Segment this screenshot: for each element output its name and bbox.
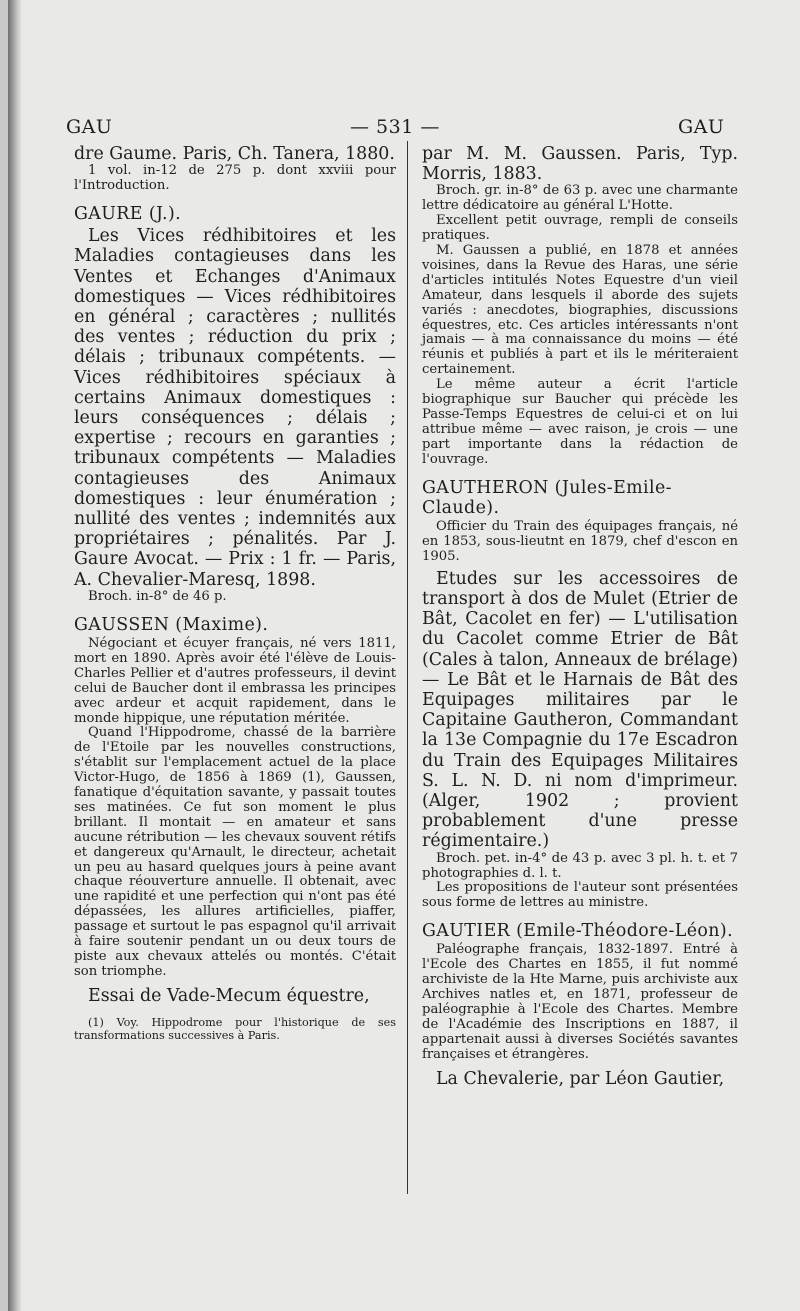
continued-title: dre Gaume. Paris, Ch. Tanera, 1880. bbox=[74, 144, 395, 164]
continued-note-1: Excellent petit ouvrage, rempli de conseils pratiques. bbox=[422, 213, 738, 244]
continued-description-right: Broch. gr. in-8° de 63 p. avec une charmante lettre dédicatoire au général L'Hotte. bbox=[422, 183, 738, 214]
continued-note-2: M. Gaussen a publié, en 1878 et années voisines, dans la Revue des Haras, une série d'articles intitulés Notes Equestre d'un vieil Amateur, dans lesquels il aborde des sujets variés : anecdotes, biographies, discussions équestres, etc. Ces articles intéressants n'ont jamais — à ma connaissance du moins — été réunis et publiés à part et ils le mériteraient certainement. bbox=[422, 243, 738, 378]
entry-heading-gaussen: GAUSSEN (Maxime). bbox=[74, 614, 269, 635]
continued-title-right: par M. M. Gaussen. Paris, Typ. Morris, 1883. bbox=[422, 144, 738, 185]
book-page bbox=[8, 0, 800, 1311]
running-head-left: GAU bbox=[66, 116, 113, 138]
footnote: (1) Voy. Hippodrome pour l'historique de ses transformations successives à Paris. bbox=[74, 1016, 396, 1043]
entry-bio-gautier: Paléographe français, 1832-1897. Entré à l'Ecole des Chartes en 1855, il fut nommé archiviste de la Hte Marne, puis archiviste aux Archives natles et, en 1871, professeur de paléographie à l'Ecole des Chartes. Membre de l'Académie des Inscriptions en 1887, il appartenait aussi à diverses Sociétés savantes françaises et étrangères. bbox=[422, 942, 738, 1062]
entry-heading-gautheron: GAUTHERON (Jules-Emile-Claude). bbox=[422, 477, 672, 518]
column-divider bbox=[407, 141, 408, 1194]
entry-bio-gautheron: Officier du Train des équipages français, né en 1853, sous-lieutnt en 1879, chef d'escon en 1905. bbox=[422, 519, 738, 564]
left-column bbox=[74, 144, 396, 1053]
page-gutter-shadow bbox=[8, 0, 22, 1311]
page-number: — 531 — bbox=[350, 116, 440, 138]
entry-heading-gautier: GAUTIER (Emile-Théodore-Léon). bbox=[422, 921, 734, 942]
entry-note-gautheron: Les propositions de l'auteur sont présentées sous forme de lettres au ministre. bbox=[422, 880, 738, 911]
entry-bio-gaussen-cont: Quand l'Hippodrome, chassé de la barrière de l'Etoile par les nouvelles constructions, s'établit sur l'emplacement actuel de la place Victor-Hugo, de 1856 à 1869 (1), Gaussen, fanatique d'équitation savante, y passait toutes ses matinées. Ce fut son moment le plus brillant. Il montait — en amateur et sans aucune rétribution — les chevaux souvent rétifs et dangereux qu'Arnault, le directeur, achetait un peu au hasard quelques jours à peine avant chaque réouverture annuelle. Il obtenait, avec une rapidité et une perfection qui n'ont pas été dépassées, les allures artificielles, piaffer, passage et surtout le pas espagnol qu'il arrivait à faire soutenir pendant un ou deux tours de piste aux chevaux attelés ou montés. C'était son triomphe. bbox=[74, 725, 396, 979]
entry-title-gautheron: Etudes sur les accessoires de transport à dos de Mulet (Etrier de Bât, Cacolet en fer) — L'utilisation du Cacolet comme Etrier de Bât (Cales à talon, Anneaux de brélage) — Le Bât et le Harnais de Bât des Equipages militaires par le Capitaine Gautheron, Commandant la 13e Compagnie du 17e Escadron du Train des Equipages Militaires S. L. N. D. ni nom d'imprimeur. (Alger, 1902 ; provient probablement d'une presse régimentaire.) bbox=[422, 568, 738, 852]
entry-heading-gaure: GAURE (J.). bbox=[74, 204, 182, 225]
entry-description-gautheron: Broch. pet. in-4° de 43 p. avec 3 pl. h. t. et 7 photographies d. l. t. bbox=[422, 850, 738, 881]
entry-bio-gaussen: Négociant et écuyer français, né vers 1811, mort en 1890. Après avoir été l'élève de Louis-Charles Pellier et d'autres professeurs, il devint celui de Baucher dont il embrassa les principes avec ardeur et acquit rapidement, dans le monde hippique, une réputation méritée. bbox=[74, 635, 396, 726]
entry-description-gaure: Broch. in-8° de 46 p. bbox=[88, 588, 227, 604]
continued-note-3: Le même auteur a écrit l'article biographique sur Baucher qui précède les Passe-Temps Equestres de celui-ci et on lui attribue même — avec raison, je crois — une part importante dans la rédaction de l'ouvrage. bbox=[422, 377, 738, 467]
entry-title-gaure: Les Vices rédhibitoires et les Maladies contagieuses dans les Ventes et Echanges d'Animaux domestiques — Vices rédhibitoires en général ; caractères ; nullités des ventes ; réduction du prix ; délais ; tribunaux compétents. — Vices rédhibitoires spéciaux à certains Animaux domestiques : leurs conséquences ; délais ; expertise ; recours en garanties ; tribunaux compétents — Maladies contagieuses des Animaux domestiques : leur énumération ; nullité des ventes ; indemnités aux propriétaires ; pénalités. Par J. Gaure Avocat. — Prix : 1 fr. — Paris, A. Chevalier-Maresq, 1898. bbox=[74, 226, 396, 590]
entry-title-gaussen: Essai de Vade-Mecum équestre, bbox=[88, 985, 370, 1006]
running-head-right: GAU bbox=[678, 116, 725, 138]
continued-description: 1 vol. in-12 de 275 p. dont xxviii pour l'Introduction. bbox=[74, 163, 396, 194]
entry-title-gautier: La Chevalerie, par Léon Gautier, bbox=[436, 1068, 725, 1089]
right-column bbox=[422, 144, 738, 1089]
